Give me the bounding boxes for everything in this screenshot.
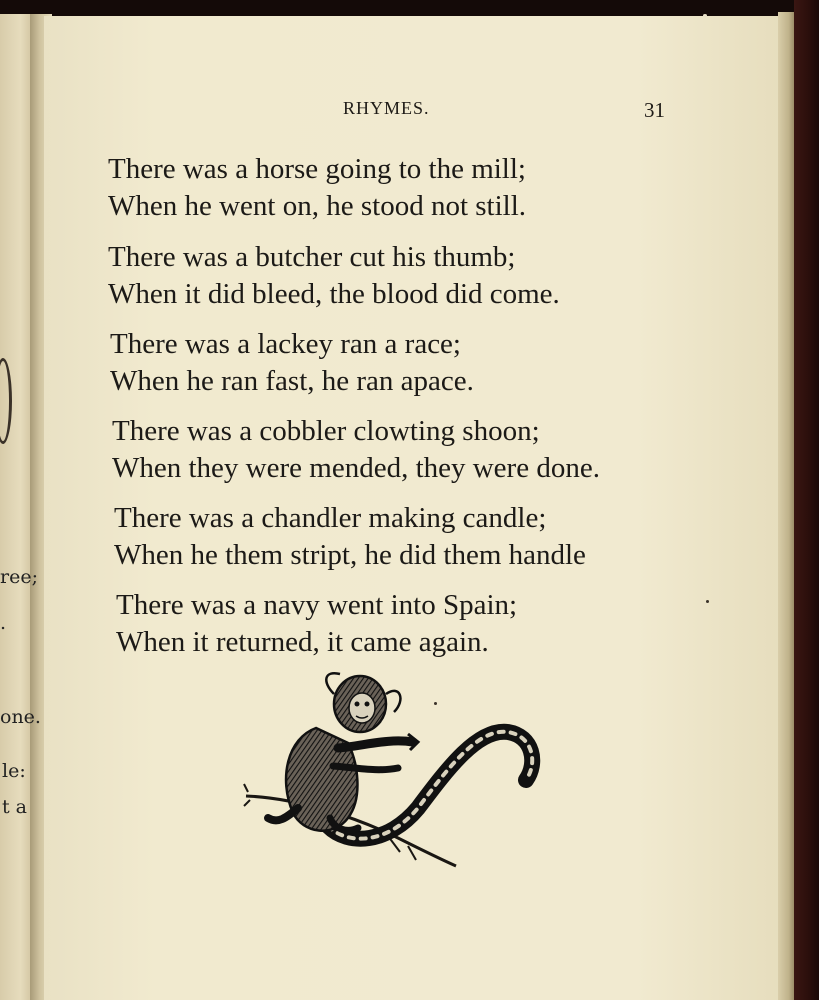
verse-line: When he went on, he stood not still. bbox=[108, 190, 527, 222]
verse-line: When it returned, it came again. bbox=[116, 626, 489, 658]
stanza bbox=[110, 326, 474, 400]
verse-line: There was a cobbler clowting shoon; bbox=[112, 415, 540, 447]
left-page-fragment: . bbox=[0, 612, 7, 634]
verse-line: There was a lackey ran a race; bbox=[110, 328, 461, 360]
stanza bbox=[114, 500, 586, 574]
monkey-engraving-icon bbox=[238, 668, 548, 880]
verse-line: When he ran fast, he ran apace. bbox=[110, 365, 474, 397]
verse-line: When it did bleed, the blood did come. bbox=[108, 278, 560, 310]
left-page-fragment: t a bbox=[2, 796, 28, 818]
book-cover bbox=[794, 0, 819, 1000]
verse-line: There was a chandler making candle; bbox=[114, 502, 547, 534]
page-number: 31 bbox=[644, 98, 665, 122]
stanza bbox=[116, 587, 517, 661]
verse-line: There was a horse going to the mill; bbox=[108, 153, 526, 185]
left-page-fragment: one. bbox=[0, 706, 41, 728]
stanza bbox=[112, 413, 600, 487]
paper-speck bbox=[434, 702, 437, 705]
verse-line: There was a navy went into Spain; bbox=[116, 589, 518, 621]
verse-line: When he them stript, he did them handle bbox=[114, 539, 586, 571]
paper-speck bbox=[706, 600, 709, 603]
verse-line: There was a butcher cut his thumb; bbox=[108, 241, 516, 273]
left-page-fragment: le: bbox=[2, 760, 26, 782]
stanza bbox=[108, 239, 560, 313]
left-page-fragment: ree; bbox=[0, 566, 38, 588]
paper-speck bbox=[703, 14, 707, 17]
verse-line: When they were mended, they were done. bbox=[112, 452, 600, 484]
running-head: RHYMES. bbox=[343, 98, 430, 118]
stanza bbox=[108, 151, 526, 225]
left-page-edge bbox=[0, 14, 34, 1000]
